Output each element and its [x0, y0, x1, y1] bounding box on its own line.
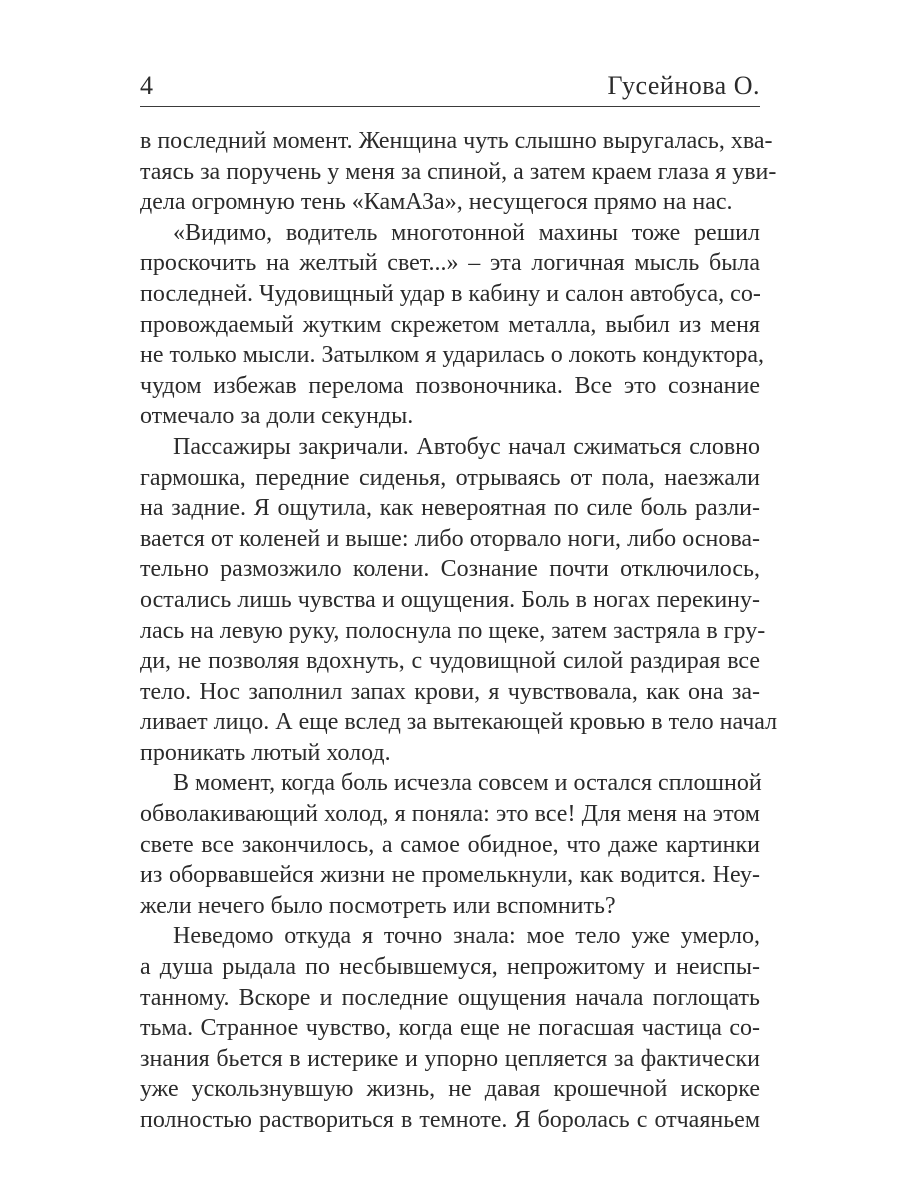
- text-line: В момент, когда боль исчезла совсем и остался сплошной: [173, 770, 762, 797]
- text-line: обволакивающий холод, я поняла: это все! Для меня на этом: [140, 801, 760, 828]
- running-head-author: Гусейнова О.: [607, 71, 760, 100]
- text-line: тьма. Странное чувство, когда еще не погасшая частица со-: [140, 1015, 760, 1042]
- text-line: «Видимо, водитель многотонной махины тоже решил: [173, 219, 760, 246]
- paragraph: [140, 126, 777, 218]
- text-line: полностью раствориться в темноте. Я боролась с отчаяньем: [140, 1107, 760, 1133]
- paragraph: [140, 921, 760, 1135]
- text-line: на задние. Я ощутила, как невероятная по силе боль разли-: [140, 495, 760, 522]
- text-line: ди, не позволяя вдохнуть, с чудовищной силой раздирая все: [140, 648, 760, 675]
- text-line: уже ускользнувшую жизнь, не давая крошечной искорке: [140, 1076, 760, 1103]
- text-line: не только мысли. Затылком я ударилась о локоть кондуктора,: [140, 342, 764, 369]
- text-line: дела огромную тень «КамАЗа», несущегося прямо на нас.: [140, 189, 733, 216]
- paragraph: [140, 218, 764, 432]
- paragraph: [140, 432, 778, 769]
- text-line: вается от коленей и выше: либо оторвало ноги, либо основа-: [140, 525, 760, 552]
- text-line: тело. Нос заполнил запах крови, я чувствовала, как она за-: [140, 678, 760, 705]
- text-line: таясь за поручень у меня за спиной, а затем краем глаза я уви-: [140, 158, 777, 185]
- paragraph: [140, 768, 760, 921]
- text-line: отмечало за доли секунды.: [140, 403, 414, 430]
- text-line: жели нечего было посмотреть или вспомнить?: [140, 892, 616, 919]
- text-line: провождаемый жутким скрежетом металла, выбил из меня: [140, 311, 760, 338]
- text-line: остались лишь чувства и ощущения. Боль в ногах перекину-: [140, 586, 760, 613]
- text-line: в последний момент. Женщина чуть слышно выругалась, хва-: [140, 128, 773, 154]
- text-line: проскочить на желтый свет...» – эта логичная мысль была: [140, 250, 760, 277]
- book-page: [140, 0, 778, 1200]
- text-line: тельно размозжило колени. Сознание почти отключилось,: [140, 556, 760, 583]
- text-line: танному. Вскоре и последние ощущения начала поглощать: [140, 984, 760, 1011]
- text-line: проникать лютый холод.: [140, 739, 391, 766]
- text-line: последней. Чудовищный удар в кабину и салон автобуса, со-: [140, 280, 761, 307]
- text-line: из оборвавшейся жизни не промелькнули, как водится. Неу-: [140, 862, 760, 889]
- text-line: свете все закончилось, а самое обидное, что даже картинки: [140, 831, 760, 858]
- text-line: лась на левую руку, полоснула по щеке, затем застряла в гру-: [140, 617, 766, 644]
- text-line: Неведомо откуда я точно знала: мое тело уже умерло,: [173, 923, 760, 950]
- body-text: [140, 126, 778, 1136]
- text-line: а душа рыдала по несбывшемуся, непрожитому и неиспы-: [140, 954, 760, 981]
- text-line: Пассажиры закричали. Автобус начал сжиматься словно: [173, 433, 760, 460]
- text-line: чудом избежав перелома позвоночника. Все это сознание: [140, 372, 760, 399]
- text-line: ливает лицо. А еще вслед за вытекающей кровью в тело начал: [140, 709, 778, 736]
- page-number: 4: [140, 71, 153, 100]
- text-line: знания бьется в истерике и упорно цепляется за фактически: [140, 1045, 760, 1072]
- header-rule: [140, 106, 760, 107]
- running-header: [140, 66, 760, 106]
- text-line: гармошка, передние сиденья, отрываясь от пола, наезжали: [140, 464, 760, 491]
